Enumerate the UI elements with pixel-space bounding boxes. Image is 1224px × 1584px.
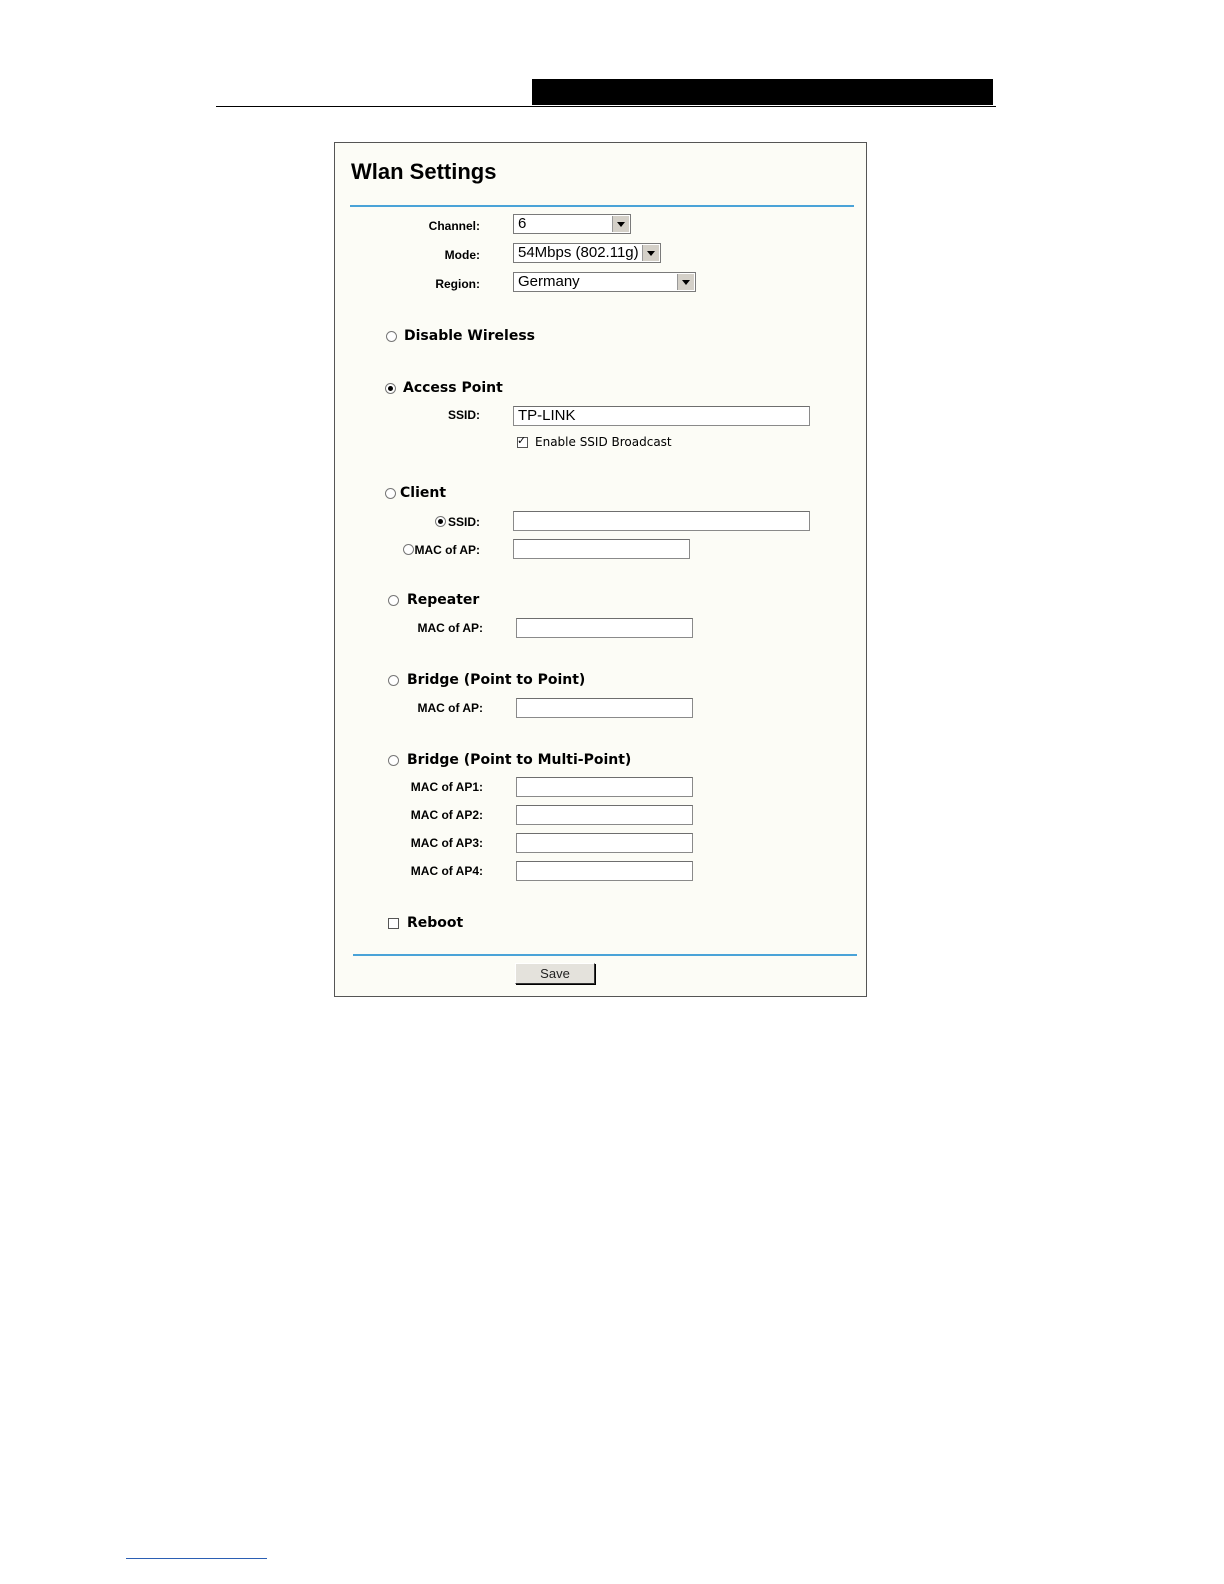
mac-ap4-label: MAC of AP4:	[410, 864, 483, 878]
enable-ssid-broadcast-label: Enable SSID Broadcast	[535, 435, 672, 449]
repeater-mac-label: MAC of AP:	[417, 621, 483, 635]
checkmark-icon: ✓	[517, 435, 527, 447]
mac-ap1-input[interactable]	[516, 777, 693, 797]
reboot-label: Reboot	[407, 915, 464, 931]
disable-wireless-radio[interactable]	[386, 331, 397, 342]
mac-ap3-input[interactable]	[516, 833, 693, 853]
reboot-checkbox[interactable]	[388, 918, 399, 929]
region-label: Region:	[435, 277, 480, 291]
client-mac-input[interactable]	[513, 539, 690, 559]
client-mac-radio[interactable]	[403, 544, 414, 555]
mode-value: 54Mbps (802.11g)	[518, 244, 639, 261]
client-ssid-input[interactable]	[513, 511, 810, 531]
channel-label: Channel:	[428, 219, 480, 233]
bridge-p2mp-radio[interactable]	[388, 755, 399, 766]
enable-ssid-broadcast-checkbox[interactable]	[517, 437, 528, 448]
bridge-p2mp-label: Bridge (Point to Multi-Point)	[407, 752, 632, 768]
header-bar	[532, 79, 993, 105]
mac-ap4-input[interactable]	[516, 861, 693, 881]
client-ssid-radio[interactable]	[435, 516, 446, 527]
mode-label: Mode:	[444, 248, 480, 262]
chevron-down-icon[interactable]	[642, 245, 659, 261]
client-mac-label: MAC of AP:	[414, 543, 480, 557]
header-rule	[216, 106, 996, 107]
region-select[interactable]	[513, 272, 696, 292]
chevron-down-icon[interactable]	[677, 274, 694, 290]
repeater-radio[interactable]	[388, 595, 399, 606]
footer-rule	[126, 1558, 267, 1559]
bridge-p2p-mac-input[interactable]	[516, 698, 693, 718]
bridge-p2p-label: Bridge (Point to Point)	[407, 672, 586, 688]
channel-value: 6	[518, 215, 527, 232]
access-point-radio[interactable]	[385, 383, 396, 394]
ap-ssid-label: SSID:	[447, 408, 480, 422]
access-point-label: Access Point	[403, 380, 503, 396]
mac-ap2-input[interactable]	[516, 805, 693, 825]
mac-ap1-label: MAC of AP1:	[410, 780, 483, 794]
region-value: Germany	[518, 273, 580, 290]
chevron-down-icon[interactable]	[612, 216, 629, 232]
mac-ap3-label: MAC of AP3:	[410, 836, 483, 850]
ap-ssid-input[interactable]: TP-LINK	[513, 406, 810, 426]
wlan-settings-panel	[334, 142, 867, 997]
bridge-p2p-radio[interactable]	[388, 675, 399, 686]
mode-select[interactable]	[513, 243, 661, 263]
bridge-p2p-mac-label: MAC of AP:	[417, 701, 483, 715]
page-title: Wlan Settings	[351, 159, 497, 184]
client-label: Client	[400, 485, 447, 501]
channel-select[interactable]	[513, 214, 631, 234]
client-ssid-label: SSID:	[447, 515, 480, 529]
bottom-divider	[353, 954, 857, 956]
mac-ap2-label: MAC of AP2:	[410, 808, 483, 822]
top-divider	[350, 205, 854, 207]
client-radio[interactable]	[385, 488, 396, 499]
repeater-mac-input[interactable]	[516, 618, 693, 638]
repeater-label: Repeater	[407, 592, 480, 608]
disable-wireless-label: Disable Wireless	[404, 328, 535, 344]
save-button[interactable]: Save	[515, 963, 595, 984]
